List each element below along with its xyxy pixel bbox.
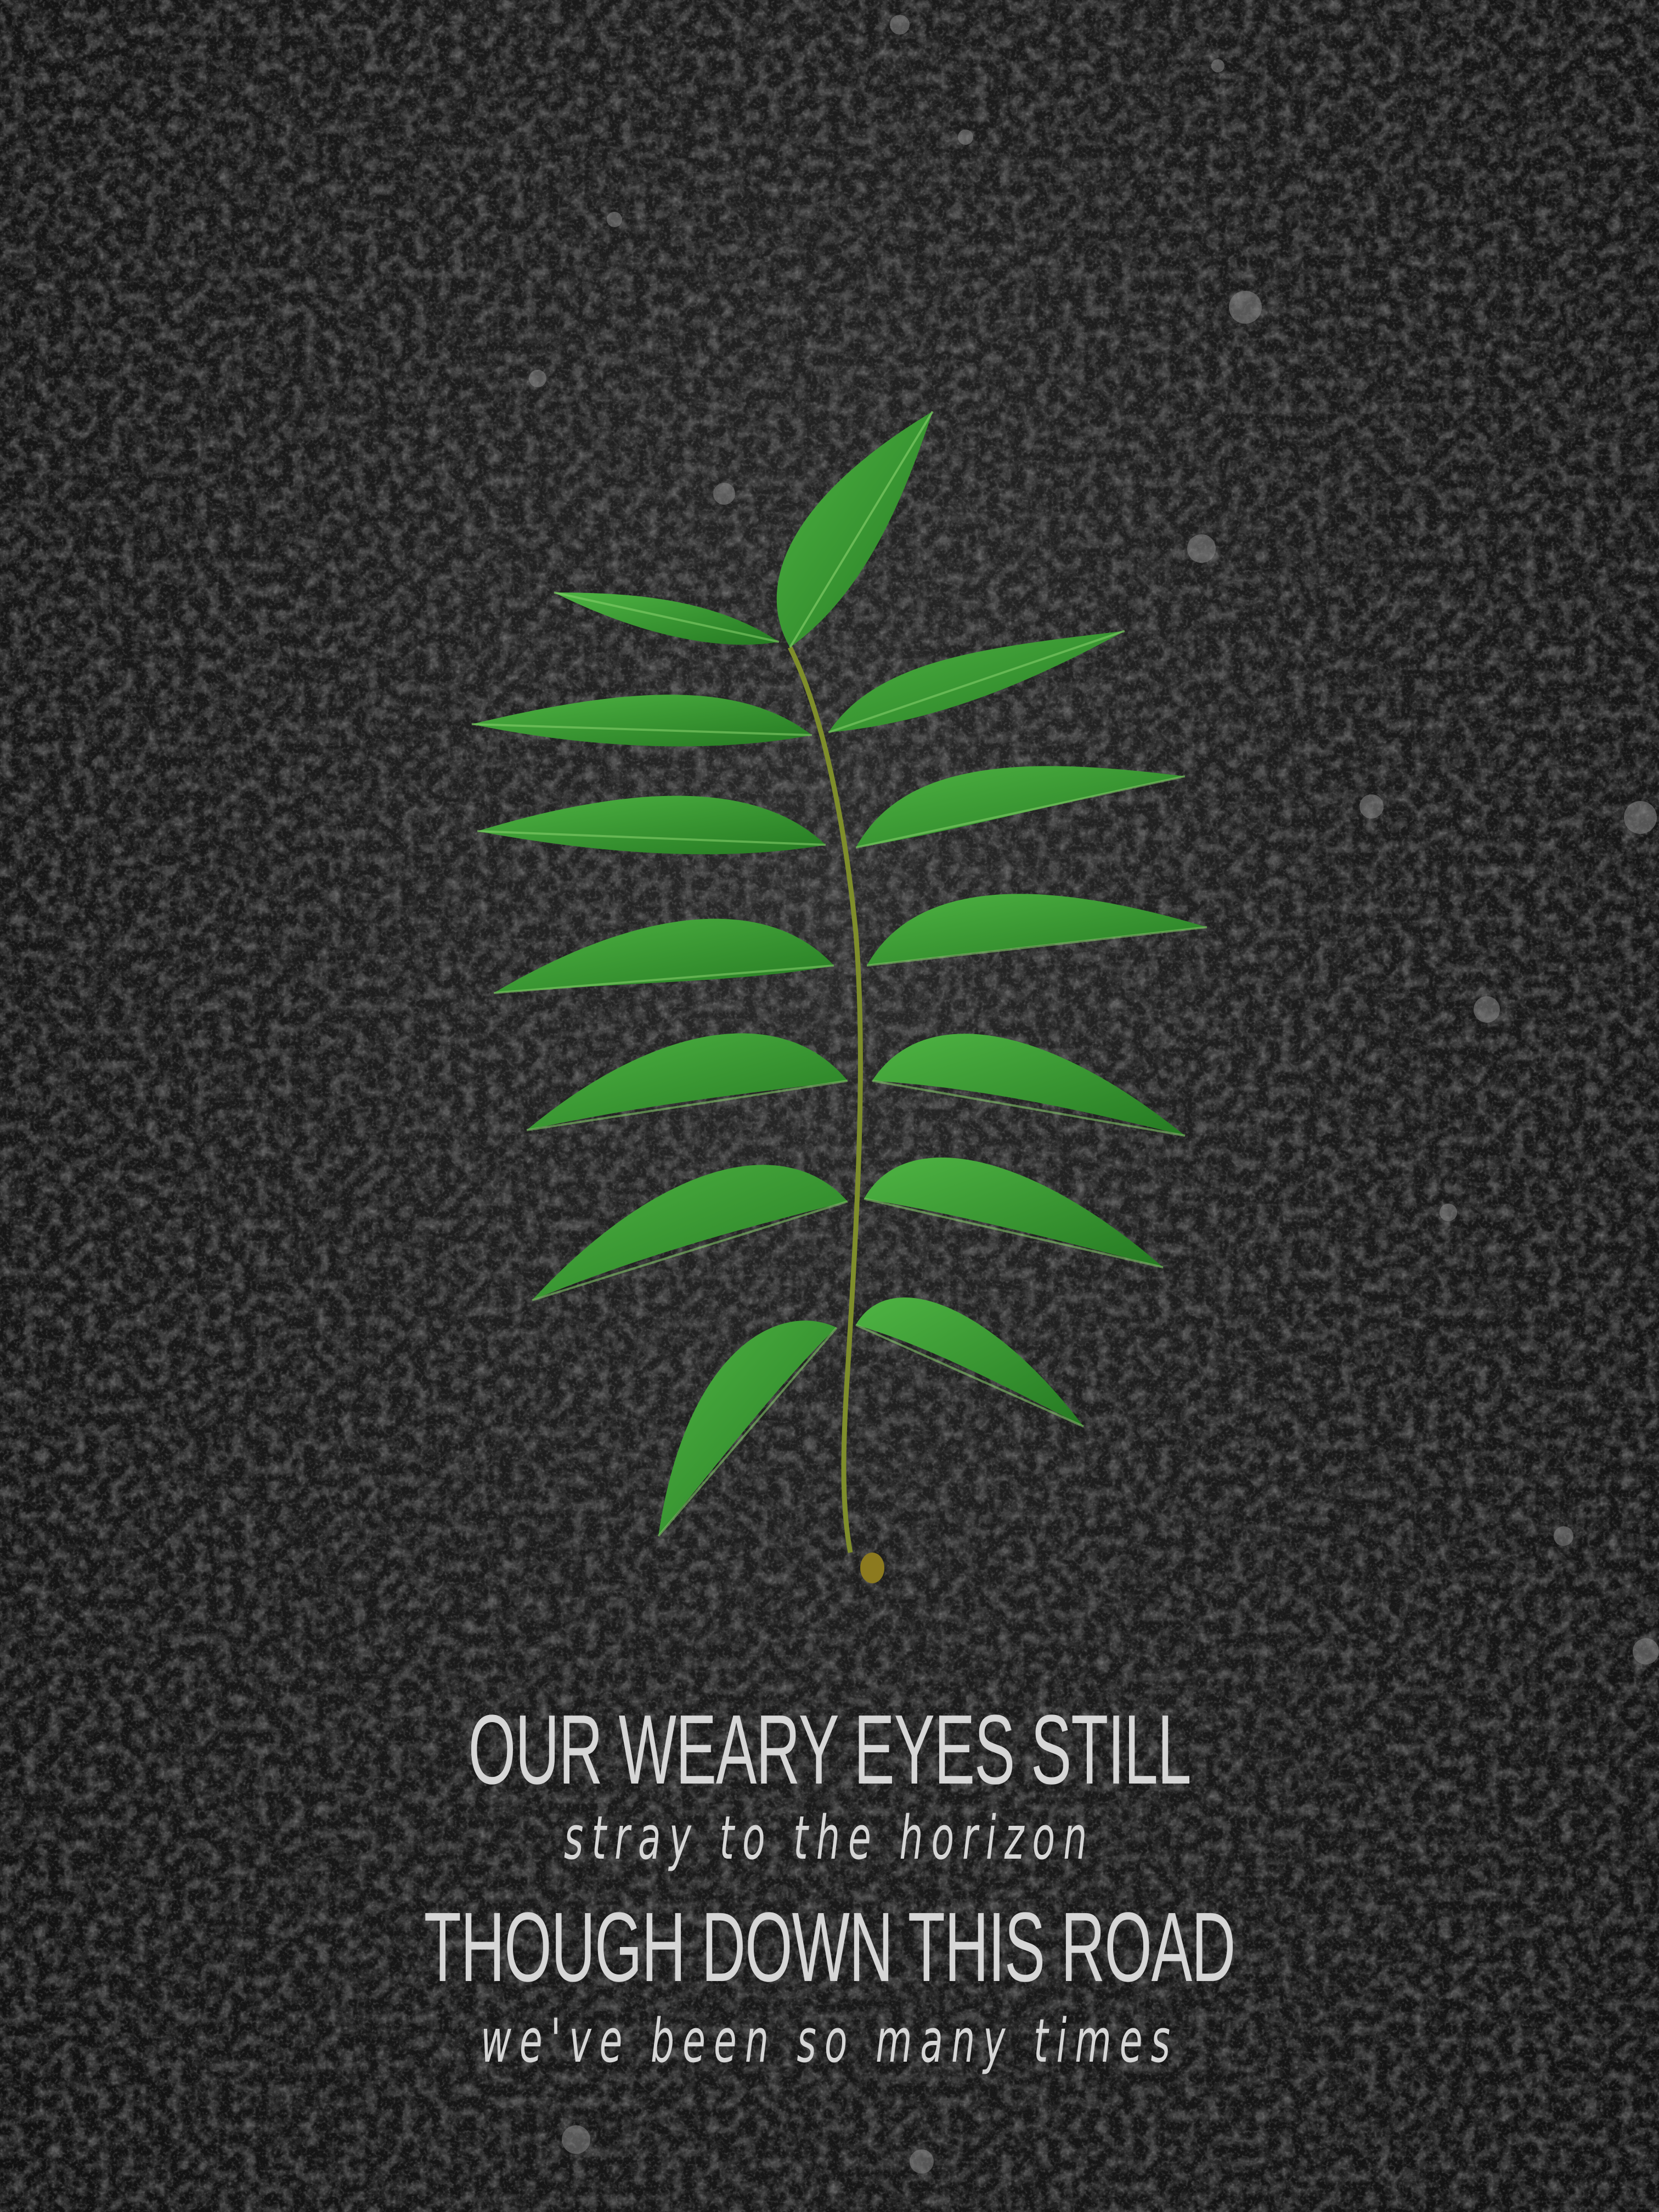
quote-caption [0,1695,1659,2079]
leaflet-right-3 [867,894,1207,966]
leaflet-left-4 [494,919,834,993]
leaflet-right-5 [864,1158,1163,1267]
quote-line-3: THOUGH DOWN THIS ROAD [424,1892,1235,2002]
quote-line-2: stray to the horizon [563,1803,1096,1873]
leaflet-left-3 [477,796,826,855]
stem-node [860,1553,884,1583]
leaflet-top [777,411,933,647]
leaf-stem [790,647,860,1553]
leaflet-left-2 [472,695,812,746]
leaflet-right-4 [872,1034,1185,1136]
quote-line-1: OUR WEARY EYES STILL [468,1695,1191,1805]
leaflet-right-6 [856,1297,1084,1426]
leaflet-left-6 [532,1165,848,1300]
leaflet-left-5 [527,1034,848,1130]
leaflet-right-2 [856,766,1185,848]
quote-line-4: we've been so many times [481,2006,1178,2076]
